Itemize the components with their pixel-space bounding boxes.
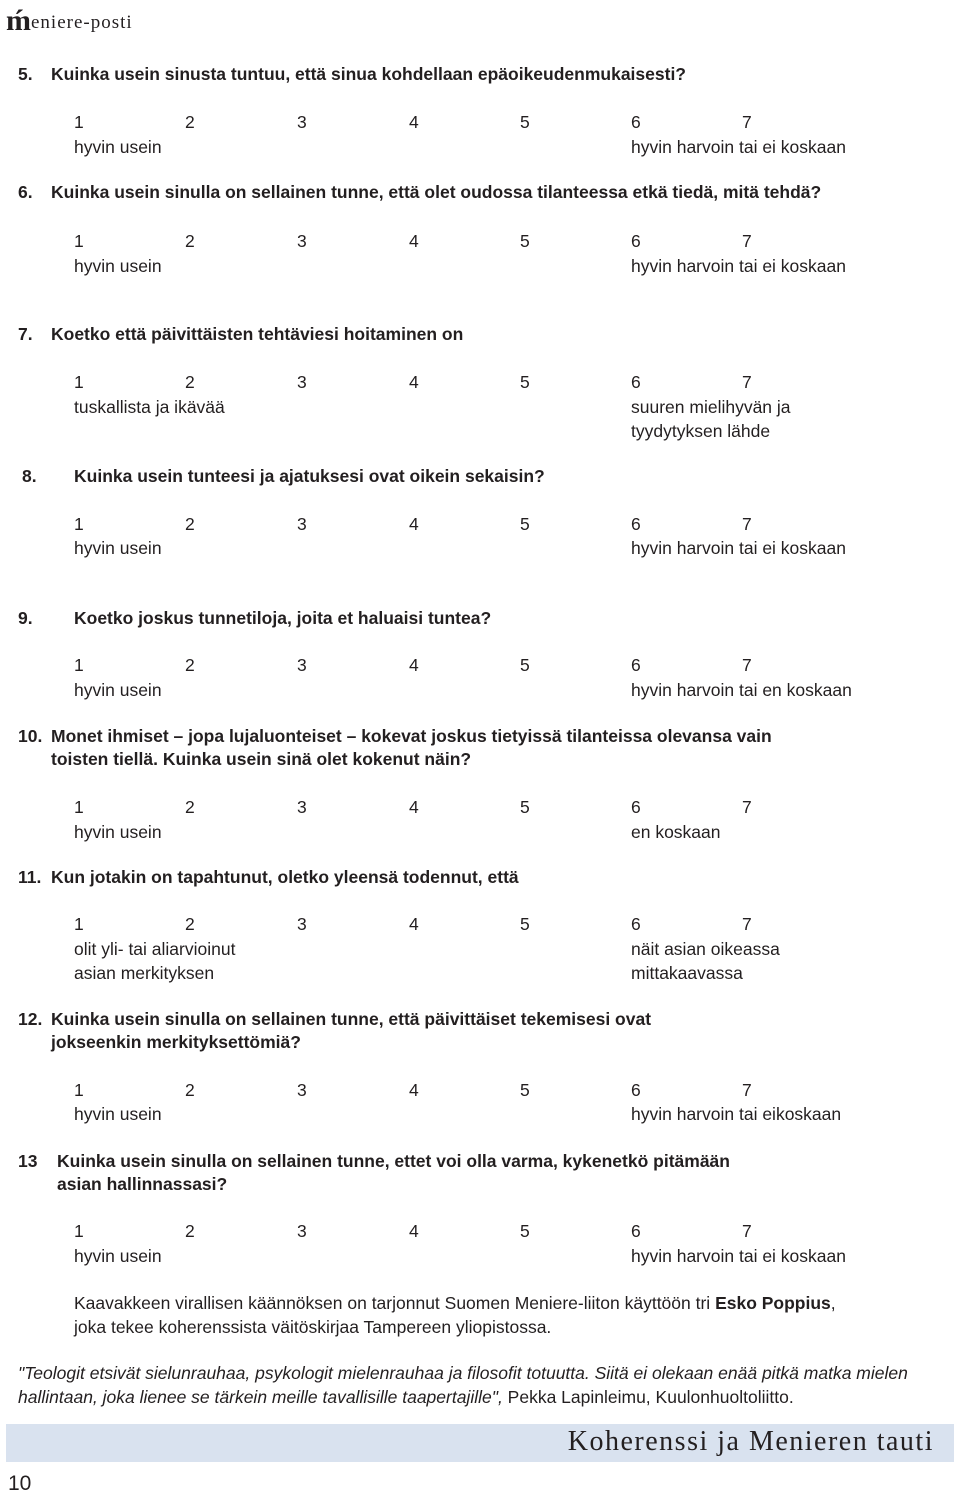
scale-right-label: hyvin harvoin tai ei koskaan <box>631 538 846 558</box>
question-number: 7. <box>18 324 33 344</box>
scale-right-label: suuren mielihyvän ja <box>631 397 791 417</box>
scale-right-label: hyvin harvoin tai ei koskaan <box>631 256 846 276</box>
scale-left-label: hyvin usein <box>74 680 162 700</box>
question-text: Kuinka usein sinulla on sellainen tunne, että olet oudossa tilanteessa etkä tiedä, mitä tehdä? <box>51 182 822 202</box>
rating-scale <box>0 913 960 937</box>
scale-option-6: 6 <box>631 1221 641 1241</box>
scale-option-4: 4 <box>409 231 419 251</box>
question-text-line2: toisten tiellä. Kuinka usein sinä olet kokenut näin? <box>51 749 472 769</box>
question-text: Kuinka usein sinulla on sellainen tunne, ettet voi olla varma, kykenetkö pitämään <box>57 1151 730 1171</box>
scale-left-label: olit yli- tai aliarvioinut <box>74 939 236 959</box>
question-text: Koetko että päivittäisten tehtäviesi hoitaminen on <box>51 324 464 344</box>
scale-option-2: 2 <box>185 914 195 934</box>
header-title: eniere-posti <box>31 12 133 33</box>
question-text: Kuinka usein sinulla on sellainen tunne, että päivittäiset tekemisesi ovat <box>51 1009 652 1029</box>
question-number: 9. <box>18 608 33 628</box>
footer-bar <box>6 1424 954 1462</box>
question-number: 11. <box>18 867 42 887</box>
question-number: 6. <box>18 182 33 202</box>
question-text: Kun jotakin on tapahtunut, oletko yleensä todennut, että <box>51 867 519 887</box>
scale-option-1: 1 <box>74 914 84 934</box>
scale-option-7: 7 <box>742 231 752 251</box>
scale-option-5: 5 <box>520 1080 530 1100</box>
rating-scale <box>0 1079 960 1103</box>
question-text: Monet ihmiset – jopa lujaluonteiset – kokevat joskus tietyissä tilanteissa olevansa vain <box>51 726 772 746</box>
translation-credit <box>74 1291 934 1339</box>
quote-text: "Teologit etsivät sielunrauhaa, psykologit mielenrauhaa ja filosofit totuutta. Siitä ei olekaan enää pitkä matka mielen hallintaan, joka lienee se tärkein meille tavallisille taapertajille", <box>18 1363 908 1407</box>
scale-option-1: 1 <box>74 112 84 132</box>
credit-text: Kaavakkeen virallisen käännöksen on tarjonnut Suomen Meniere-liiton käyttöön tri <box>74 1293 716 1313</box>
scale-option-5: 5 <box>520 914 530 934</box>
scale-right-label: hyvin harvoin tai ei koskaan <box>631 1246 846 1266</box>
scale-option-2: 2 <box>185 1080 195 1100</box>
scale-option-1: 1 <box>74 514 84 534</box>
question-text: Kuinka usein tunteesi ja ajatuksesi ovat oikein sekaisin? <box>74 466 545 486</box>
scale-option-1: 1 <box>74 372 84 392</box>
scale-option-1: 1 <box>74 1221 84 1241</box>
scale-option-6: 6 <box>631 655 641 675</box>
question-text-line2: asian hallinnassasi? <box>57 1174 228 1194</box>
question-text-line2: jokseenkin merkityksettömiä? <box>51 1032 301 1052</box>
page-header <box>6 4 133 37</box>
rating-scale <box>0 654 960 678</box>
scale-option-4: 4 <box>409 655 419 675</box>
scale-left-label-line2: asian merkityksen <box>74 963 215 983</box>
scale-option-7: 7 <box>742 112 752 132</box>
scale-right-label-line2: tyydytyksen lähde <box>631 421 771 441</box>
rating-scale <box>0 513 960 537</box>
scale-option-2: 2 <box>185 231 195 251</box>
scale-option-4: 4 <box>409 514 419 534</box>
scale-option-2: 2 <box>185 797 195 817</box>
scale-option-1: 1 <box>74 1080 84 1100</box>
scale-option-7: 7 <box>742 914 752 934</box>
scale-option-5: 5 <box>520 1221 530 1241</box>
scale-option-5: 5 <box>520 112 530 132</box>
scale-option-6: 6 <box>631 372 641 392</box>
scale-right-label: hyvin harvoin tai eikoskaan <box>631 1104 842 1124</box>
logo-mark: ḿ <box>6 4 31 37</box>
page-number: 10 <box>8 1472 32 1495</box>
scale-option-4: 4 <box>409 112 419 132</box>
scale-option-1: 1 <box>74 797 84 817</box>
credit-text-line2: joka tekee koherenssista väitöskirjaa Tampereen yliopistossa. <box>74 1317 552 1337</box>
scale-option-1: 1 <box>74 655 84 675</box>
scale-option-2: 2 <box>185 1221 195 1241</box>
scale-option-6: 6 <box>631 231 641 251</box>
question-text: Koetko joskus tunnetiloja, joita et haluaisi tuntea? <box>74 608 492 628</box>
scale-left-label: hyvin usein <box>74 137 162 157</box>
scale-left-label: hyvin usein <box>74 538 162 558</box>
scale-option-7: 7 <box>742 1080 752 1100</box>
scale-option-3: 3 <box>297 514 307 534</box>
rating-scale <box>0 111 960 135</box>
scale-option-3: 3 <box>297 112 307 132</box>
scale-option-6: 6 <box>631 514 641 534</box>
credit-author-name: Esko Poppius <box>715 1293 831 1313</box>
question-number: 8. <box>22 466 37 486</box>
scale-option-7: 7 <box>742 514 752 534</box>
scale-option-6: 6 <box>631 914 641 934</box>
scale-left-label: hyvin usein <box>74 1246 162 1266</box>
scale-option-3: 3 <box>297 655 307 675</box>
scale-right-label: näit asian oikeassa <box>631 939 780 959</box>
scale-option-4: 4 <box>409 1221 419 1241</box>
scale-option-7: 7 <box>742 655 752 675</box>
scale-option-2: 2 <box>185 372 195 392</box>
scale-option-7: 7 <box>742 797 752 817</box>
scale-option-4: 4 <box>409 1080 419 1100</box>
scale-option-2: 2 <box>185 112 195 132</box>
scale-option-5: 5 <box>520 514 530 534</box>
quote-author: Pekka Lapinleimu, Kuulonhuoltoliitto. <box>502 1387 794 1407</box>
scale-left-label: hyvin usein <box>74 256 162 276</box>
rating-scale <box>0 371 960 395</box>
footer-title: Koherenssi ja Menieren tauti <box>567 1426 934 1457</box>
scale-option-5: 5 <box>520 797 530 817</box>
scale-option-6: 6 <box>631 1080 641 1100</box>
scale-option-5: 5 <box>520 231 530 251</box>
scale-option-3: 3 <box>297 914 307 934</box>
scale-left-label: tuskallista ja ikävää <box>74 397 225 417</box>
scale-option-5: 5 <box>520 655 530 675</box>
scale-option-2: 2 <box>185 514 195 534</box>
rating-scale <box>0 796 960 820</box>
scale-left-label: hyvin usein <box>74 1104 162 1124</box>
scale-option-3: 3 <box>297 231 307 251</box>
scale-right-label: hyvin harvoin tai ei koskaan <box>631 137 846 157</box>
scale-option-7: 7 <box>742 1221 752 1241</box>
scale-option-5: 5 <box>520 372 530 392</box>
scale-option-1: 1 <box>74 231 84 251</box>
question-text: Kuinka usein sinusta tuntuu, että sinua kohdellaan epäoikeudenmukaisesti? <box>51 64 686 84</box>
rating-scale <box>0 230 960 254</box>
scale-option-4: 4 <box>409 797 419 817</box>
scale-option-6: 6 <box>631 797 641 817</box>
scale-left-label: hyvin usein <box>74 822 162 842</box>
question-number: 5. <box>18 64 33 84</box>
question-number: 13 <box>18 1151 38 1171</box>
scale-right-label: en koskaan <box>631 822 721 842</box>
question-number: 12. <box>18 1009 43 1029</box>
scale-option-4: 4 <box>409 372 419 392</box>
question-number: 10. <box>18 726 43 746</box>
rating-scale <box>0 1220 960 1244</box>
credit-text-comma: , <box>830 1293 836 1313</box>
scale-option-7: 7 <box>742 372 752 392</box>
closing-quote <box>18 1361 953 1409</box>
scale-option-3: 3 <box>297 372 307 392</box>
scale-option-3: 3 <box>297 1080 307 1100</box>
scale-option-3: 3 <box>297 797 307 817</box>
scale-option-4: 4 <box>409 914 419 934</box>
scale-option-2: 2 <box>185 655 195 675</box>
scale-option-6: 6 <box>631 112 641 132</box>
scale-option-3: 3 <box>297 1221 307 1241</box>
scale-right-label-line2: mittakaavassa <box>631 963 743 983</box>
scale-right-label: hyvin harvoin tai en koskaan <box>631 680 852 700</box>
